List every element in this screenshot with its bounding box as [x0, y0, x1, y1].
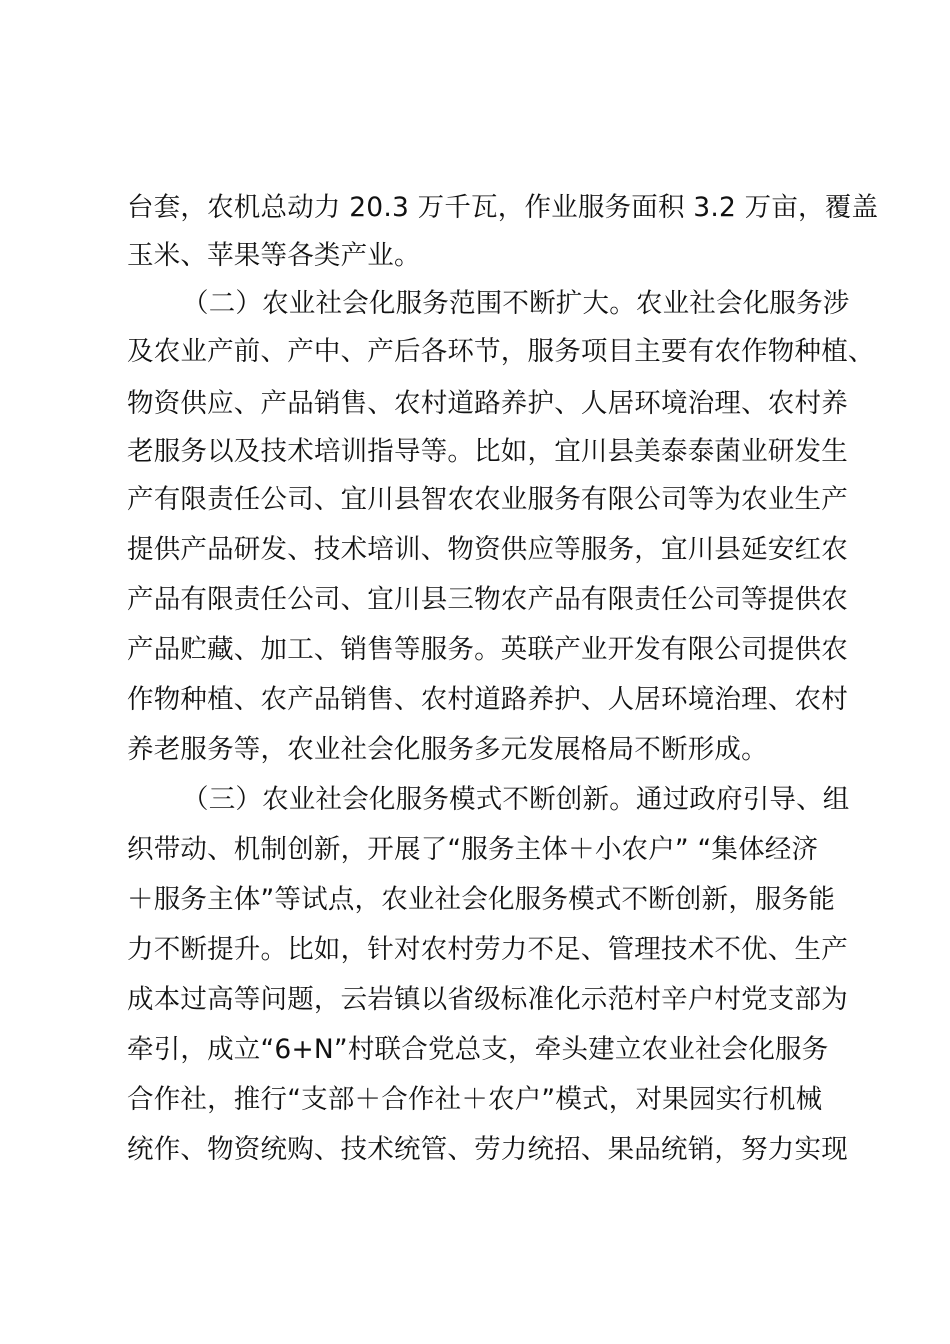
text-line: 提供产品研发、技术培训、物资供应等服务，宜川县延安红农	[127, 534, 848, 565]
text-line: 老服务以及技术培训指导等。比如，宜川县美泰泰菌业研发生	[127, 436, 848, 467]
text-line: 物资供应、产品销售、农村道路养护、人居环境治理、农村养	[127, 388, 848, 419]
paragraph-start-line: （三）农业社会化服务模式不断创新。通过政府引导、组	[182, 784, 850, 815]
text-line: 力不断提升。比如，针对农村劳力不足、管理技术不优、生产	[127, 934, 848, 965]
text-line: 产品有限责任公司、宜川县三物农产品有限责任公司等提供农	[127, 584, 848, 615]
text-line: 统作、物资统购、技术统管、劳力统招、果品统销，努力实现	[127, 1134, 848, 1165]
text-line: 牵引，成立“6+N”村联合党总支，牵头建立农业社会化服务	[127, 1034, 829, 1065]
text-line: 台套，农机总动力 20.3 万千瓦，作业服务面积 3.2 万亩，覆盖	[127, 192, 879, 223]
text-line: 养老服务等，农业社会化服务多元发展格局不断形成。	[127, 734, 768, 765]
text-line: ＋服务主体”等试点，农业社会化服务模式不断创新，服务能	[127, 884, 836, 915]
paragraph-start-line: （二）农业社会化服务范围不断扩大。农业社会化服务涉	[182, 288, 850, 319]
text-line: 产有限责任公司、宜川县智农农业服务有限公司等为农业生产	[127, 484, 848, 515]
text-line: 织带动、机制创新，开展了“服务主体＋小农户” “集体经济	[127, 834, 819, 865]
text-line: 及农业产前、产中、产后各环节，服务项目主要有农作物种植、	[127, 336, 875, 367]
text-line: 合作社，推行“支部＋合作社＋农户”模式，对果园实行机械	[127, 1084, 823, 1115]
text-line: 产品贮藏、加工、销售等服务。英联产业开发有限公司提供农	[127, 634, 848, 665]
text-line: 成本过高等问题，云岩镇以省级标准化示范村辛户村党支部为	[127, 984, 848, 1015]
text-line: 作物种植、农产品销售、农村道路养护、人居环境治理、农村	[127, 684, 848, 715]
text-line: 玉米、苹果等各类产业。	[127, 240, 421, 271]
